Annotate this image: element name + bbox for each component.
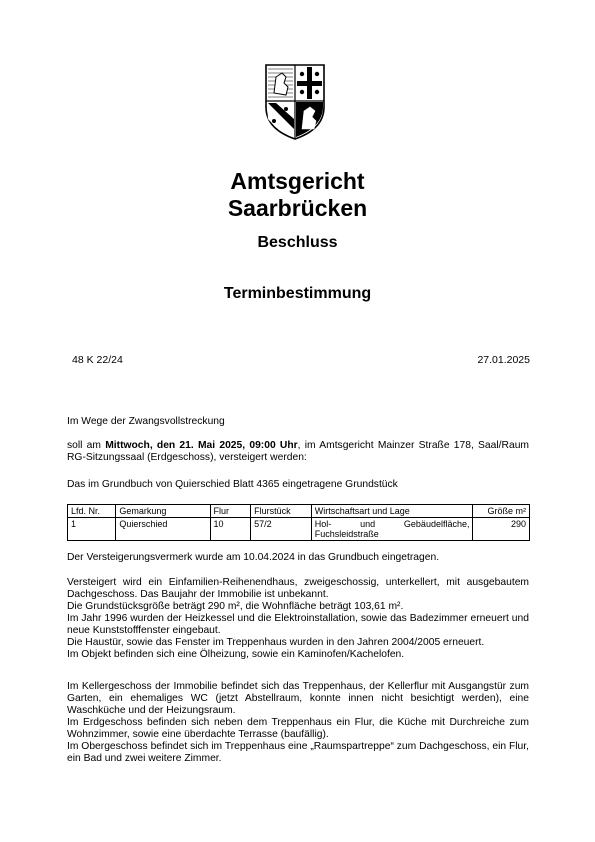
floor-description <box>67 681 529 765</box>
saarland-coat-of-arms-icon <box>264 63 326 141</box>
cell-gemarkung: Quierschied <box>116 518 210 541</box>
header-wirtschaftsart: Wirtschaftsart und Lage <box>311 505 473 518</box>
court-name-line1: Amtsgericht <box>230 168 365 194</box>
court-name-line2: Saarbrücken <box>227 195 368 221</box>
cell-wirtschaftsart: Hol- und Gebäudelfläche, Fuchsleidstraße <box>311 518 473 541</box>
description-line: Die Grundstücksgröße beträgt 290 m², die Wohnfläche beträgt 103,61 m². <box>67 601 404 612</box>
header-nr: Lfd. Nr. <box>68 505 116 518</box>
description-line: Versteigert wird ein Einfamilien-Reihenendhaus, zweigeschossig, unterkellert, mit ausgebautem Dachgeschoss. Das Baujahr der Immobilie ist unbekannt. <box>67 577 529 600</box>
floor-line: Im Erdgeschoss befinden sich neben dem Treppenhaus ein Flur, die Küche mit Durchreiche zum Wohnzimmer, sowie eine überdachte Terrasse (baufällig). <box>67 717 529 740</box>
land-register-text: Das im Grundbuch von Quierschied Blatt 4365 eingetragene Grundstück <box>67 479 398 490</box>
document-type: Beschluss <box>257 234 338 251</box>
description-line: Im Objekt befinden sich eine Ölheizung, sowie ein Kaminofen/Kachelofen. <box>67 649 405 660</box>
cell-nr: 1 <box>68 518 116 541</box>
intro-text: Im Wege der Zwangsvollstreckung <box>67 416 225 427</box>
header-groesse: Größe m² <box>473 505 530 518</box>
document-date: 27.01.2025 <box>477 354 530 366</box>
plot-table <box>67 504 530 541</box>
floor-line: Im Kellergeschoss der Immobilie befindet sich das Treppenhaus, der Kellerflur mit Ausgangstür zum Garten, ein ehemaliges WC (jetzt Abstellraum, konnte innen nicht besichtigt werden), eine Waschküche und der Heizungsraum. <box>67 681 529 716</box>
register-note: Der Versteigerungsvermerk wurde am 10.04.2024 in das Grundbuch eingetragen. <box>67 552 440 563</box>
property-description <box>67 577 529 661</box>
cell-groesse: 290 <box>473 518 530 541</box>
court-title <box>0 168 595 222</box>
plot-table-header <box>68 505 530 518</box>
floor-line: Im Obergeschoss befindet sich im Treppenhaus eine „Raumspartreppe“ zum Dachgeschoss, ein Flur, ein Bad und zwei weitere Zimmer. <box>67 741 529 764</box>
case-number: 48 K 22/24 <box>72 354 123 366</box>
table-row <box>68 518 530 541</box>
cell-flurstueck: 57/2 <box>251 518 312 541</box>
auction-paragraph: soll am Mittwoch, den 21. Mai 2025, 09:00 Uhr, im Amtsgericht Mainzer Straße 178, Saal/Raum RG-Sitzungssaal (Erdgeschoss), versteigert werden: <box>67 440 529 463</box>
header-flurstueck: Flurstück <box>251 505 312 518</box>
auction-datetime: Mittwoch, den 21. Mai 2025, 09:00 Uhr <box>105 440 298 451</box>
document-subject: Terminbestimmung <box>223 285 372 302</box>
header-flur: Flur <box>210 505 251 518</box>
header-gemarkung: Gemarkung <box>116 505 210 518</box>
description-line: Im Jahr 1996 wurden der Heizkessel und die Elektroinstallation, sowie das Badezimmer erneuert und neue Kunststofffenster eingebaut. <box>67 613 529 636</box>
cell-flur: 10 <box>210 518 251 541</box>
description-line: Die Haustür, sowie das Fenster im Treppenhaus wurden in den Jahren 2004/2005 erneuert. <box>67 637 485 648</box>
